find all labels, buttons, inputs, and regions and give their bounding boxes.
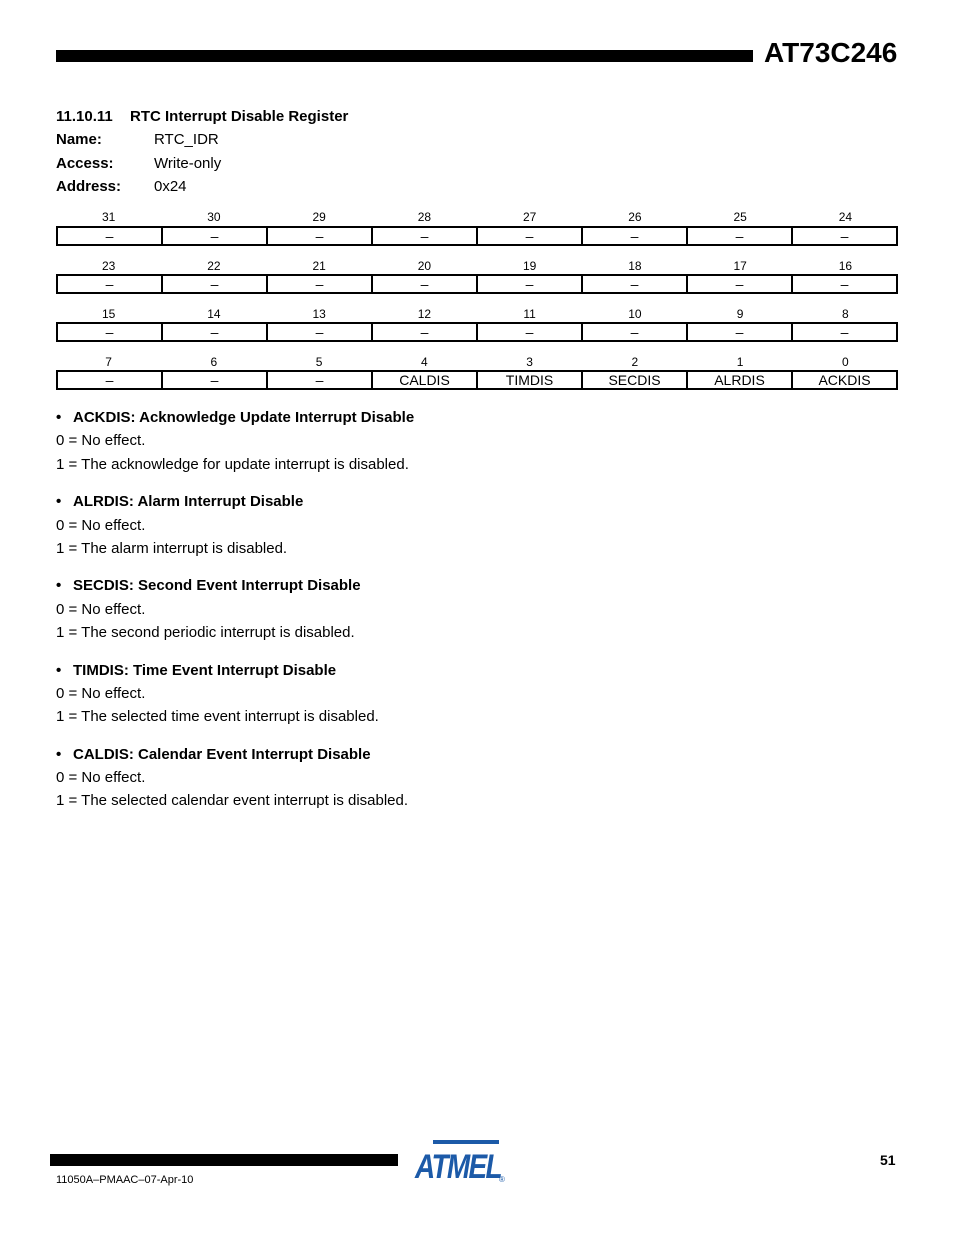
bullet: • — [56, 577, 62, 594]
header-rule — [56, 50, 753, 62]
bit-number: 25 — [733, 210, 747, 224]
bit-field-cell: – — [57, 323, 162, 341]
bit-numbers-row — [56, 259, 898, 273]
register-name-label: Name: — [56, 131, 102, 148]
bit-field-cell: – — [687, 275, 792, 293]
section-title: RTC Interrupt Disable Register — [130, 108, 349, 125]
bit-number: 11 — [523, 307, 536, 321]
bit-numbers-row — [56, 355, 898, 369]
page-number: 51 — [880, 1152, 896, 1168]
bit-field-cell: – — [267, 323, 372, 341]
field-description: 1 = The alarm interrupt is disabled. — [56, 540, 288, 557]
register-access-value: Write-only — [154, 155, 222, 172]
bit-numbers-row — [56, 210, 898, 224]
bit-number: 24 — [838, 210, 853, 224]
field-description: 0 = No effect. — [56, 769, 146, 786]
footer-rule — [50, 1154, 398, 1166]
bit-number: 14 — [207, 307, 221, 321]
register-address-row — [56, 178, 187, 196]
bit-field-cell: – — [162, 275, 267, 293]
bit-number: 10 — [628, 307, 642, 321]
bit-field-cell: – — [792, 275, 897, 293]
bit-field-cell: – — [477, 323, 582, 341]
section-heading — [56, 108, 348, 126]
register-access-row — [56, 155, 221, 173]
register-address-value: 0x24 — [154, 178, 187, 195]
field-heading — [56, 746, 371, 764]
bit-number: 5 — [315, 355, 323, 369]
bit-field-cell: – — [57, 275, 162, 293]
field-description: 0 = No effect. — [56, 432, 146, 449]
bit-field-cell: ACKDIS — [792, 371, 897, 389]
bit-field-cell: – — [372, 323, 477, 341]
bit-field-cell: – — [477, 227, 582, 245]
bit-number: 15 — [101, 307, 116, 321]
bit-field-row — [56, 322, 898, 342]
field-description: 1 = The selected time event interrupt is disabled. — [56, 708, 379, 725]
field-title: SECDIS: Second Event Interrupt Disable — [73, 577, 361, 594]
field-title: ALRDIS: Alarm Interrupt Disable — [73, 493, 304, 510]
bit-number: 22 — [207, 259, 221, 273]
bit-field-cell: – — [372, 275, 477, 293]
bit-field-cell: – — [582, 275, 687, 293]
bit-field-cell: TIMDIS — [477, 371, 582, 389]
bit-field-cell: – — [372, 227, 477, 245]
register-name-row — [56, 131, 219, 149]
register-name-value: RTC_IDR — [154, 131, 219, 148]
bit-field-cell: – — [57, 227, 162, 245]
bit-number: 23 — [101, 259, 116, 273]
bit-number: 12 — [417, 307, 432, 321]
bit-field-cell: – — [792, 323, 897, 341]
bit-number: 17 — [733, 259, 747, 273]
bit-field-cell: – — [162, 227, 267, 245]
bullet: • — [56, 493, 62, 510]
bit-field-cell: – — [687, 323, 792, 341]
bit-field-cell: SECDIS — [582, 371, 687, 389]
atmel-logo — [413, 1136, 509, 1184]
bit-number: 0 — [842, 355, 849, 369]
bit-field-cell: – — [57, 371, 162, 389]
bit-number: 1 — [736, 355, 744, 369]
bit-number: 20 — [417, 259, 432, 273]
bit-number: 27 — [522, 210, 537, 224]
bit-number: 26 — [628, 210, 642, 224]
field-title: CALDIS: Calendar Event Interrupt Disable — [73, 746, 371, 763]
bit-field-cell: – — [267, 227, 372, 245]
bit-field-row — [56, 226, 898, 246]
bit-numbers-row — [56, 307, 898, 321]
bit-number: 4 — [421, 355, 428, 369]
bit-field-cell: – — [687, 227, 792, 245]
bit-field-cell: – — [477, 275, 582, 293]
document-title: AT73C246 — [764, 37, 898, 68]
field-heading — [56, 662, 336, 680]
register-address-label: Address: — [56, 178, 122, 195]
document-code: 11050A–PMAAC–07-Apr-10 — [56, 1174, 194, 1186]
bit-field-cell: – — [792, 227, 897, 245]
bit-number: 21 — [312, 259, 326, 273]
field-title: TIMDIS: Time Event Interrupt Disable — [73, 662, 337, 679]
bit-number: 2 — [631, 355, 639, 369]
bit-number: 18 — [628, 259, 642, 273]
field-heading — [56, 409, 414, 427]
bit-number: 9 — [736, 307, 744, 321]
bit-number: 31 — [101, 210, 116, 224]
field-description: 0 = No effect. — [56, 517, 146, 534]
bit-number: 6 — [210, 355, 218, 369]
field-description: 1 = The acknowledge for update interrupt is disabled. — [56, 456, 409, 473]
bit-number: 19 — [522, 259, 537, 273]
field-heading — [56, 577, 361, 595]
section-number: 11.10.11 — [56, 108, 113, 125]
bit-field-cell: – — [582, 323, 687, 341]
bit-field-cell: – — [267, 371, 372, 389]
bit-field-row — [56, 274, 898, 294]
bit-number: 28 — [417, 210, 432, 224]
bit-number: 8 — [842, 307, 849, 321]
bit-number: 29 — [312, 210, 326, 224]
bit-number: 7 — [105, 355, 112, 369]
field-description: 1 = The selected calendar event interrupt is disabled. — [56, 792, 409, 809]
field-description: 0 = No effect. — [56, 601, 146, 618]
bit-number: 30 — [207, 210, 221, 224]
bit-field-cell: – — [162, 371, 267, 389]
bit-field-cell: CALDIS — [372, 371, 477, 389]
field-description: 1 = The second periodic interrupt is disabled. — [56, 624, 355, 641]
bit-number: 13 — [312, 307, 326, 321]
bullet: • — [56, 662, 62, 679]
bit-field-cell: – — [267, 275, 372, 293]
bullet: • — [56, 409, 62, 426]
field-description: 0 = No effect. — [56, 685, 146, 702]
bit-number: 3 — [526, 355, 533, 369]
bullet: • — [56, 746, 62, 763]
bit-number: 16 — [838, 259, 853, 273]
bit-field-row — [56, 370, 898, 390]
field-title: ACKDIS: Acknowledge Update Interrupt Disable — [73, 409, 415, 426]
registered-mark: ® — [499, 1175, 505, 1184]
bit-field-cell: – — [582, 227, 687, 245]
atmel-logo-text: ATMEL — [414, 1148, 502, 1184]
bit-field-cell: ALRDIS — [687, 371, 792, 389]
bit-field-cell: – — [162, 323, 267, 341]
register-access-label: Access: — [56, 155, 114, 172]
field-heading — [56, 493, 303, 511]
